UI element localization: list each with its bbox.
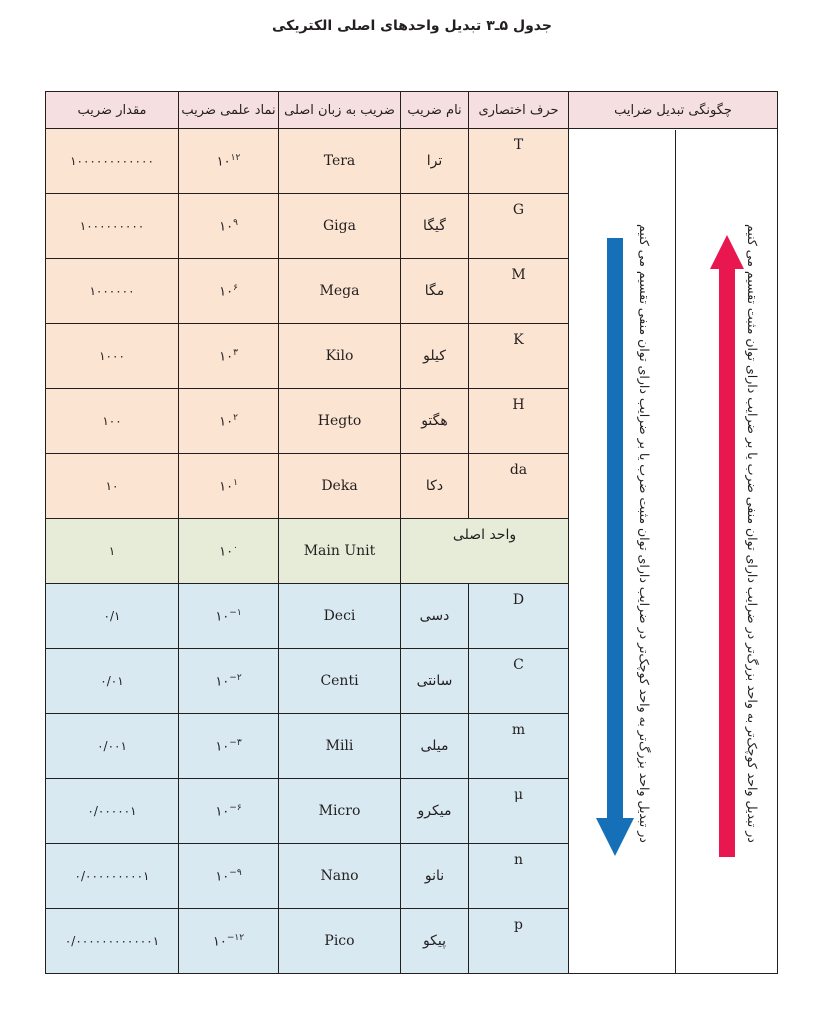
up-arrow-icon <box>710 235 744 857</box>
latin-name-cell: Deka <box>279 454 401 519</box>
abbreviation-cell: m <box>469 714 569 779</box>
conversion-panel <box>569 129 778 974</box>
scientific-cell: $۱۰^۶$ <box>179 259 279 324</box>
header-prefix-name: نام ضریب <box>401 92 469 129</box>
farsi-name-cell: سانتی <box>401 649 469 714</box>
abbreviation-cell: M <box>469 259 569 324</box>
farsi-name-cell: گیگا <box>401 194 469 259</box>
abbreviation-cell: G <box>469 194 569 259</box>
farsi-name-cell: میکرو <box>401 779 469 844</box>
abbreviation-cell: p <box>469 909 569 974</box>
latin-name-cell: Nano <box>279 844 401 909</box>
value-cell: ۰/۰۰۱ <box>46 714 179 779</box>
value-cell: ۱ <box>46 519 179 584</box>
latin-name-cell: Main Unit <box>279 519 401 584</box>
panel-divider <box>675 130 676 973</box>
farsi-name-cell: هگتو <box>401 389 469 454</box>
large-to-small-text: در تبدیل واحد بزرگ‌تر به واحد کوچک‌تر در ضرایب دارای توان مثبت ضرب یا بر ضرایب دارای توان منفی تقسیم می کنیم <box>637 223 652 843</box>
latin-name-cell: Kilo <box>279 324 401 389</box>
scientific-cell: $۱۰^{-۹}$ <box>179 844 279 909</box>
scientific-cell: $۱۰^۹$ <box>179 194 279 259</box>
scientific-cell: $۱۰^۲$ <box>179 389 279 454</box>
farsi-name-cell: مگا <box>401 259 469 324</box>
abbreviation-cell: D <box>469 584 569 649</box>
value-cell: ۱۰۰ <box>46 389 179 454</box>
abbreviation-cell: K <box>469 324 569 389</box>
scientific-cell: $۱۰^{-۲}$ <box>179 649 279 714</box>
scientific-cell: $۱۰^{۱۲}$ <box>179 129 279 194</box>
small-to-large-text: در تبدیل واحد کوچک‌تر به واحد بزرگ‌تر در ضرایب دارای توان منفی ضرب یا بر ضرایب دارای توان مثبت تقسیم می کنیم <box>745 223 760 843</box>
scientific-cell: $۱۰^۳$ <box>179 324 279 389</box>
latin-name-cell: Pico <box>279 909 401 974</box>
farsi-name-cell: میلی <box>401 714 469 779</box>
value-cell: ۰/۰۱ <box>46 649 179 714</box>
abbreviation-cell: n <box>469 844 569 909</box>
farsi-name-cell: نانو <box>401 844 469 909</box>
header-value: مقدار ضریب <box>46 92 179 129</box>
header-original-name: ضریب به زبان اصلی <box>279 92 401 129</box>
latin-name-cell: Mega <box>279 259 401 324</box>
main-unit-label: واحد اصلی <box>401 519 569 584</box>
header-row <box>46 92 778 129</box>
farsi-name-cell: پیکو <box>401 909 469 974</box>
farsi-name-cell: ترا <box>401 129 469 194</box>
latin-name-cell: Mili <box>279 714 401 779</box>
value-cell: ۰/۰۰۰۰۰۱ <box>46 779 179 844</box>
table-row <box>46 129 778 194</box>
latin-name-cell: Deci <box>279 584 401 649</box>
value-cell: ۱۰۰۰۰۰۰ <box>46 259 179 324</box>
value-cell: ۱۰۰۰ <box>46 324 179 389</box>
unit-conversion-table <box>45 91 778 974</box>
value-cell: ۰/۰۰۰۰۰۰۰۰۰۰۰۰۱ <box>46 909 179 974</box>
latin-name-cell: Giga <box>279 194 401 259</box>
value-cell: ۱۰ <box>46 454 179 519</box>
value-cell: ۱۰۰۰۰۰۰۰۰۰۰۰۰ <box>46 129 179 194</box>
latin-name-cell: Hegto <box>279 389 401 454</box>
scientific-cell: $۱۰^{-۳}$ <box>179 714 279 779</box>
abbreviation-cell: T <box>469 129 569 194</box>
scientific-cell: $۱۰^{-۱۲}$ <box>179 909 279 974</box>
table-title: جدول ۵ـ۳ تبدیل واحدهای اصلی الکتریکی <box>272 18 552 34</box>
value-cell: ۱۰۰۰۰۰۰۰۰۰ <box>46 194 179 259</box>
scientific-cell: $۱۰^۰$ <box>179 519 279 584</box>
value-cell: ۰/۱ <box>46 584 179 649</box>
abbreviation-cell: da <box>469 454 569 519</box>
scientific-cell: $۱۰^{-۶}$ <box>179 779 279 844</box>
latin-name-cell: Tera <box>279 129 401 194</box>
latin-name-cell: Micro <box>279 779 401 844</box>
scientific-cell: $۱۰^۱$ <box>179 454 279 519</box>
abbreviation-cell: H <box>469 389 569 454</box>
farsi-name-cell: دسی <box>401 584 469 649</box>
value-cell: ۰/۰۰۰۰۰۰۰۰۰۱ <box>46 844 179 909</box>
scientific-cell: $۱۰^{-۱}$ <box>179 584 279 649</box>
header-scientific: نماد علمی ضریب <box>179 92 279 129</box>
down-arrow-icon <box>596 238 634 856</box>
farsi-name-cell: دکا <box>401 454 469 519</box>
abbreviation-cell: μ <box>469 779 569 844</box>
header-abbreviation: حرف اختصاری <box>469 92 569 129</box>
header-conversion: چگونگی تبدیل ضرایب <box>569 92 778 129</box>
abbreviation-cell: C <box>469 649 569 714</box>
farsi-name-cell: کیلو <box>401 324 469 389</box>
latin-name-cell: Centi <box>279 649 401 714</box>
